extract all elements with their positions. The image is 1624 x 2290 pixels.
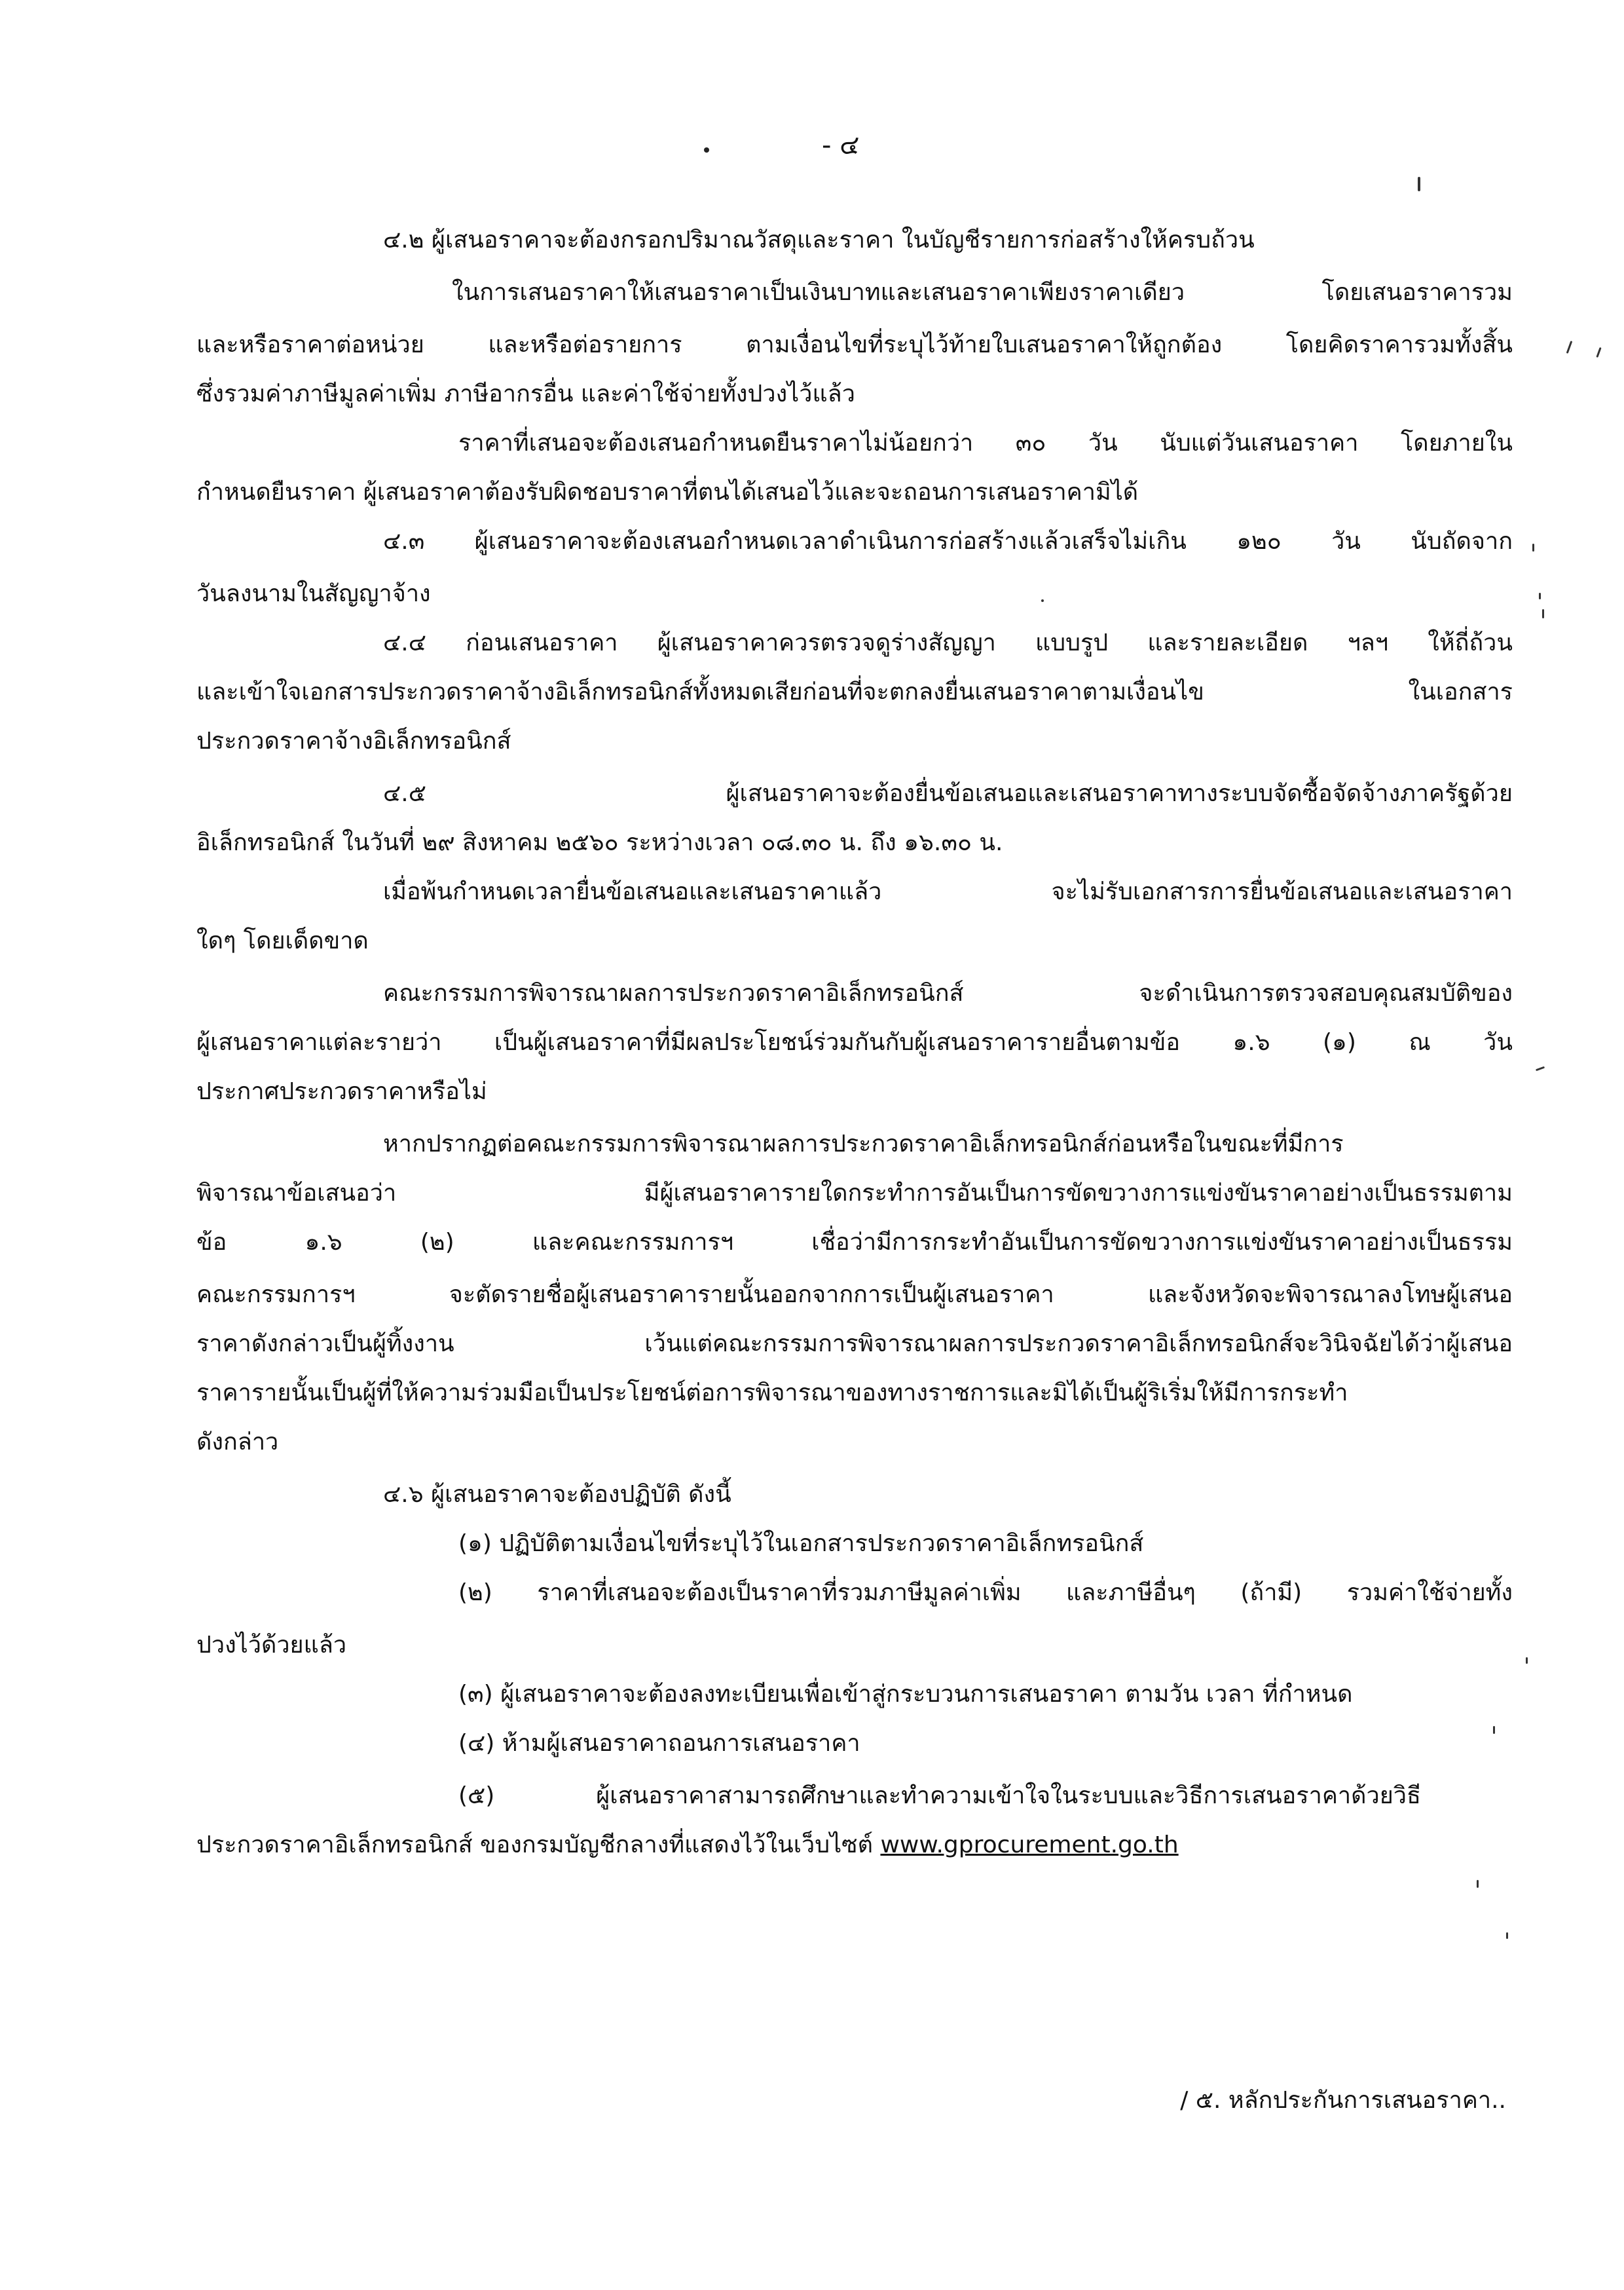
scan-speck	[1542, 609, 1544, 618]
paragraph-line: พิจารณาข้อเสนอว่า มีผู้เสนอราคารายใดกระทำการอันเป็นการขัดขวางการแข่งขันราคาอย่างเป็นธรรมตาม	[196, 1180, 1513, 1207]
paragraph-line	[196, 1831, 1179, 1860]
scan-speck	[1526, 1657, 1528, 1664]
clause-4-6-heading: ๔.๖ ผู้เสนอราคาจะต้องปฏิบัติ ดังนี้	[383, 1481, 731, 1508]
scan-speck	[1536, 1066, 1545, 1072]
website-link[interactable]: www.gprocurement.go.th	[880, 1831, 1179, 1858]
paragraph-line: ในการเสนอราคาให้เสนอราคาเป็นเงินบาทและเสนอราคาเพียงราคาเดียว โดยเสนอราคารวม	[452, 279, 1513, 306]
paragraph-text: ประกวดราคาอิเล็กทรอนิกส์ ของกรมบัญชีกลางที่แสดงไว้ในเว็บไซต์	[196, 1831, 873, 1858]
paragraph-line: คณะกรรมการฯ จะตัดรายชื่อผู้เสนอราคารายนั้นออกจากการเป็นผู้เสนอราคา และจังหวัดจะพิจารณาลงโทษผู้เสนอ	[196, 1281, 1513, 1308]
list-item: (๔) ห้ามผู้เสนอราคาถอนการเสนอราคา	[458, 1730, 860, 1757]
paragraph-line: ข้อ ๑.๖ (๒) และคณะกรรมการฯ เชื่อว่ามีการกระทำอันเป็นการขัดขวางการแข่งขันราคาอย่างเป็นธรรม	[196, 1229, 1513, 1256]
list-item: (๑) ปฏิบัติตามเงื่อนไขที่ระบุไว้ในเอกสารประกวดราคาอิเล็กทรอนิกส์	[458, 1530, 1144, 1557]
scan-speck	[1041, 599, 1044, 602]
scan-speck	[1539, 593, 1541, 599]
paragraph-line: ผู้เสนอราคาแต่ละรายว่า เป็นผู้เสนอราคาที่มีผลประโยชน์ร่วมกันกับผู้เสนอราคารายอื่นตามข้อ ๑.๖ (๑) ณ วัน	[196, 1029, 1513, 1056]
scan-speck	[1532, 544, 1534, 552]
paragraph-line: ปวงไว้ด้วยแล้ว	[196, 1632, 347, 1659]
scan-speck	[1477, 1880, 1479, 1888]
paragraph-line: ราคารายนั้นเป็นผู้ที่ให้ความร่วมมือเป็นประโยชน์ต่อการพิจารณาของทางราชการและมิได้เป็นผู้ริเริ่มให้มีการกระทำ	[196, 1380, 1348, 1406]
list-item: (๓) ผู้เสนอราคาจะต้องลงทะเบียนเพื่อเข้าสู่กระบวนการเสนอราคา ตามวัน เวลา ที่กำหนด	[458, 1681, 1353, 1708]
continuation-footer: / ๕. หลักประกันการเสนอราคา..	[1180, 2087, 1506, 2114]
page-number: - ๔	[822, 130, 860, 160]
paragraph-line: ราคาดังกล่าวเป็นผู้ทิ้งงาน เว้นแต่คณะกรรมการพิจารณาผลการประกวดราคาอิเล็กทรอนิกส์จะวินิจฉัยได้ว่าผู้เสนอ	[196, 1330, 1513, 1357]
paragraph-line: อิเล็กทรอนิกส์ ในวันที่ ๒๙ สิงหาคม ๒๕๖๐ ระหว่างเวลา ๐๘.๓๐ น. ถึง ๑๖.๓๐ น.	[196, 829, 1003, 856]
paragraph-line: ดังกล่าว	[196, 1429, 279, 1455]
paragraph-line: และหรือราคาต่อหน่วย และหรือต่อรายการ ตามเงื่อนไขที่ระบุไว้ท้ายใบเสนอราคาให้ถูกต้อง โดยคิดราคารวมทั้งสิ้น	[196, 331, 1513, 358]
scan-speck	[1493, 1726, 1495, 1734]
list-item: (๒) ราคาที่เสนอจะต้องเป็นราคาที่รวมภาษีมูลค่าเพิ่ม และภาษีอื่นๆ (ถ้ามี) รวมค่าใช้จ่ายทั้ง	[458, 1579, 1513, 1606]
paragraph-line: คณะกรรมการพิจารณาผลการประกวดราคาอิเล็กทรอนิกส์ จะดำเนินการตรวจสอบคุณสมบัติของ	[383, 980, 1513, 1007]
scan-dot	[704, 147, 709, 153]
clause-4-5: ๔.๕ ผู้เสนอราคาจะต้องยื่นข้อเสนอและเสนอราคาทางระบบจัดซื้อจัดจ้างภาครัฐด้วย	[383, 780, 1513, 807]
clause-4-3: ๔.๓ ผู้เสนอราคาจะต้องเสนอกำหนดเวลาดำเนินการก่อสร้างแล้วเสร็จไม่เกิน ๑๒๐ วัน นับถัดจาก	[383, 528, 1513, 555]
paragraph-line: กำหนดยืนราคา ผู้เสนอราคาต้องรับผิดชอบราคาที่ตนได้เสนอไว้และจะถอนการเสนอราคามิได้	[196, 479, 1139, 506]
paragraph-line: หากปรากฏต่อคณะกรรมการพิจารณาผลการประกวดราคาอิเล็กทรอนิกส์ก่อนหรือในขณะที่มีการ	[383, 1131, 1344, 1157]
scan-speck	[1506, 1932, 1508, 1939]
paragraph-line: และเข้าใจเอกสารประกวดราคาจ้างอิเล็กทรอนิกส์ทั้งหมดเสียก่อนที่จะตกลงยื่นเสนอราคาตามเงื่อนไข ในเอกสาร	[196, 679, 1513, 705]
scan-speck	[1596, 347, 1601, 358]
clause-4-4: ๔.๔ ก่อนเสนอราคา ผู้เสนอราคาควรตรวจดูร่างสัญญา แบบรูป และรายละเอียด ฯลฯ ให้ถี่ถ้วน	[383, 629, 1513, 656]
paragraph-line: ซึ่งรวมค่าภาษีมูลค่าเพิ่ม ภาษีอากรอื่น และค่าใช้จ่ายทั้งปวงไว้แล้ว	[196, 381, 855, 407]
paragraph-line: ราคาที่เสนอจะต้องเสนอกำหนดยืนราคาไม่น้อยกว่า ๓๐ วัน นับแต่วันเสนอราคา โดยภายใน	[458, 430, 1513, 457]
paragraph-line: ใดๆ โดยเด็ดขาด	[196, 928, 369, 954]
clause-4-2-heading: ๔.๒ ผู้เสนอราคาจะต้องกรอกปริมาณวัสดุและราคา ในบัญชีรายการก่อสร้างให้ครบถ้วน	[383, 227, 1255, 253]
scan-speck	[1566, 341, 1573, 354]
paragraph-line: ประกวดราคาจ้างอิเล็กทรอนิกส์	[196, 728, 511, 755]
list-item: (๕) ผู้เสนอราคาสามารถศึกษาและทำความเข้าใจในระบบและวิธีการเสนอราคาด้วยวิธี	[458, 1782, 1421, 1809]
paragraph-line: ประกาศประกวดราคาหรือไม่	[196, 1078, 487, 1105]
paragraph-line: วันลงนามในสัญญาจ้าง	[196, 580, 431, 607]
scan-speck	[1418, 177, 1420, 191]
paragraph-line: เมื่อพ้นกำหนดเวลายื่นข้อเสนอและเสนอราคาแล้ว จะไม่รับเอกสารการยื่นข้อเสนอและเสนอราคา	[383, 878, 1513, 905]
